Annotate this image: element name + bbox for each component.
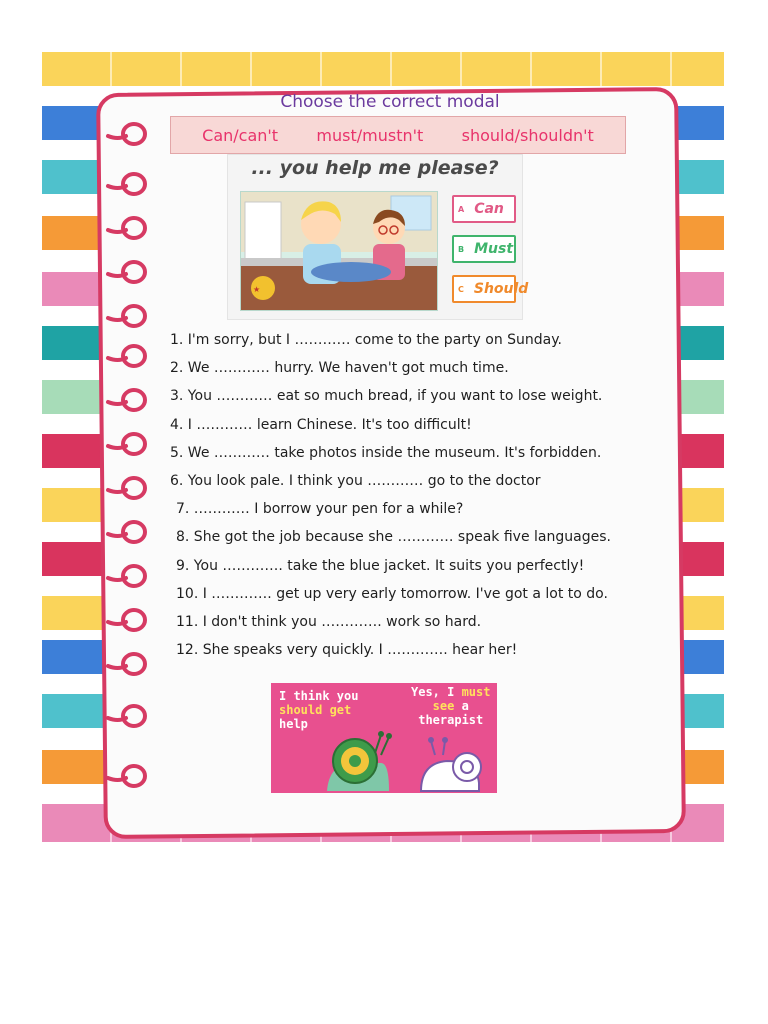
question-item: 5. We ………… take photos inside the museum. It's forbidden. [170, 444, 602, 461]
ring-icon [108, 434, 145, 454]
ring-icon [108, 390, 145, 410]
cartoon-right-highlight: must [461, 685, 491, 699]
banner-item-can: Can/can't [202, 125, 279, 145]
question-item: 11. I don't think you …………. work so hard. [176, 613, 482, 630]
cartoon-left-line: I think you [279, 689, 359, 703]
ring-icon [108, 706, 145, 726]
option-a-letter: A [458, 204, 465, 214]
option-c-label: Should [473, 281, 529, 297]
ring-icon [108, 566, 145, 586]
question-item: 9. You …………. take the blue jacket. It suits you perfectly! [176, 557, 585, 574]
question-list [170, 326, 670, 664]
option-c-letter: C [458, 284, 464, 294]
question-item: 8. She got the job because she ………… speak five languages. [176, 529, 611, 546]
option-b-label: Must [474, 241, 514, 257]
question-item: 3. You ………… eat so much bread, if you want to lose weight. [170, 388, 603, 405]
cartoon-right-highlight: see [432, 699, 455, 713]
question-item: 2. We ………… hurry. We haven't got much time. [170, 360, 509, 377]
ring-icon [108, 124, 145, 144]
option-a-label: Can [474, 201, 504, 217]
ring-icon [108, 654, 145, 674]
modal-banner [170, 116, 626, 154]
cartoon-right-text: Yes, I [411, 685, 462, 699]
snails-icon [271, 683, 497, 793]
stripe-yellow [42, 52, 724, 86]
question-item: 10. I …………. get up very early tomorrow. I've got a lot to do. [176, 585, 608, 602]
option-c-button[interactable] [452, 275, 529, 303]
option-a-button[interactable] [452, 195, 516, 223]
ring-icon [108, 478, 145, 498]
example-quiz [227, 154, 529, 320]
svg-text:★: ★ [253, 285, 261, 294]
cartoon-left-line: help [279, 717, 308, 731]
worksheet-title: Choose the correct modal [280, 92, 500, 112]
snail-cartoon [271, 683, 497, 793]
question-item: 12. She speaks very quickly. I …………. hear her! [176, 642, 518, 659]
kitchen-scene-icon [241, 192, 437, 310]
ring-icon [108, 766, 145, 786]
ring-icon [108, 262, 145, 282]
question-item: 4. I ………… learn Chinese. It's too difficult! [170, 416, 472, 433]
quiz-illustration [240, 191, 438, 311]
quiz-question: ... you help me please? [251, 157, 499, 179]
question-item: 1. I'm sorry, but I ………… come to the party on Sunday. [170, 332, 562, 348]
cartoon-right-text: a [454, 699, 469, 713]
ring-icon [108, 346, 145, 366]
banner-item-must: must/mustn't [316, 125, 424, 145]
banner-item-should: should/shouldn't [461, 125, 594, 145]
cartoon-left-line: should get [279, 703, 352, 717]
question-item: 7. ………… I borrow your pen for a while? [176, 501, 464, 518]
ring-icon [108, 610, 145, 630]
cartoon-right-line: therapist [418, 713, 484, 727]
option-b-button[interactable] [452, 235, 516, 263]
ring-icon [108, 522, 145, 542]
option-b-letter: B [458, 244, 465, 254]
ring-icon [108, 174, 145, 194]
ring-icon [108, 306, 145, 326]
question-item: 6. You look pale. I think you ………… go to the doctor [170, 472, 541, 489]
ring-icon [108, 218, 145, 238]
spiral-rings [104, 120, 164, 800]
